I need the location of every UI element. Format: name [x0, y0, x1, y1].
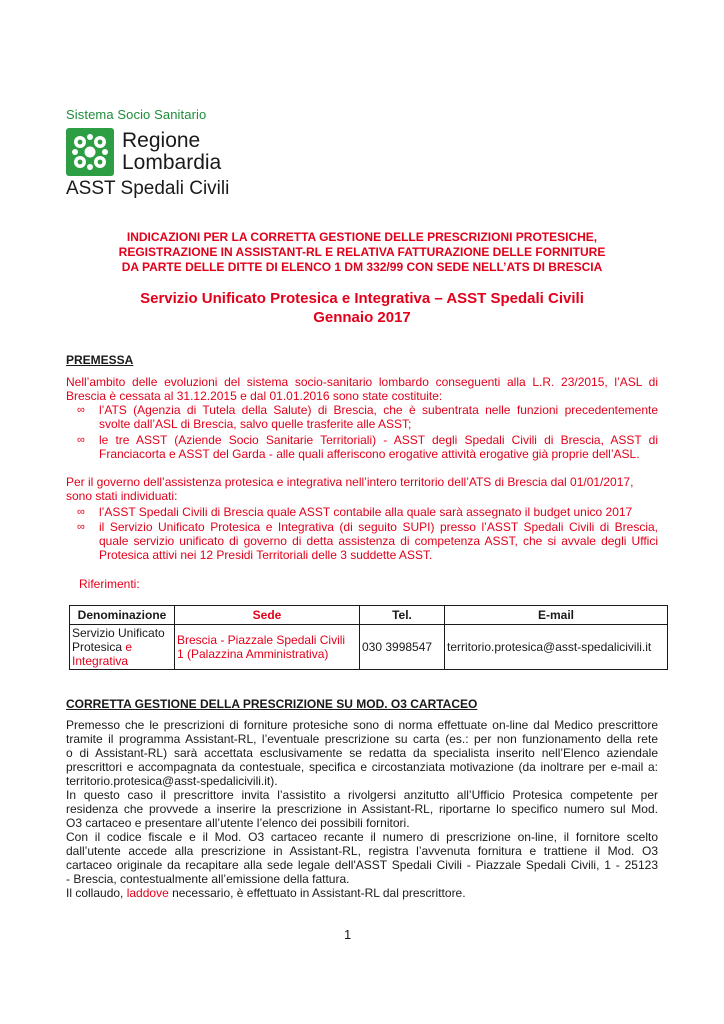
infinity-bullet-icon: ∞ [77, 404, 85, 416]
table-header-row [70, 606, 668, 625]
section-title-mod-o3: CORRETTA GESTIONE DELLA PRESCRIZIONE SU MOD. O3 CARTACEO [66, 697, 478, 711]
page-number: 1 [344, 927, 352, 942]
document-heading: INDICAZIONI PER LA CORRETTA GESTIONE DELLE PRESCRIZIONI PROTESICHE, REGISTRAZIONE IN ASSISTANT-RL E RELATIVA FATTURAZIONE DELLE FORNITURE DA PARTE DELLE DITTE DI ELENCO 1 DM 332/99 CON SEDE NELL’ATS DI BRESCIA [118, 230, 606, 274]
regione-lombardia-wordmark: Regione Lombardia [122, 129, 222, 174]
regione-lombardia-logo-icon [66, 128, 114, 176]
reference-table [69, 605, 668, 670]
table-row [70, 625, 668, 670]
column-header: Denominazione [70, 606, 175, 625]
sistema-socio-sanitario-label: Sistema Socio Sanitario [66, 107, 207, 122]
column-header: E-mail [445, 606, 668, 625]
infinity-bullet-icon: ∞ [77, 434, 85, 446]
cell-sede: Brescia - Piazzale Spedali Civili 1 (Palazzina Amministrativa) [175, 625, 360, 670]
column-header: Sede [175, 606, 360, 625]
cell-email[interactable]: territorio.protesica@asst-spedalicivili.it [445, 625, 668, 670]
infinity-bullet-icon: ∞ [77, 506, 85, 518]
list-item: ∞ l’ASST Spedali Civili di Brescia quale ASST contabile alla quale sarà assegnato il budget unico 2017 [77, 505, 633, 519]
cell-denominazione: Servizio Unificato Protesica e Integrativa [70, 625, 175, 670]
asst-spedali-civili-wordmark: ASST Spedali Civili [66, 178, 230, 199]
collaudo-line: Il collaudo, laddove necessario, è effettuato in Assistant-RL dal prescrittore. [66, 886, 466, 900]
cell-tel: 030 3998547 [360, 625, 445, 670]
list-item: ∞ l’ATS (Agenzia di Tutela della Salute) di Brescia, che è subentrata nelle funzioni precedentemente svolte dall’ASL di Brescia, salvo quelle trasferite alle ASST; [77, 403, 658, 431]
riferimenti-label: Riferimenti: [79, 577, 140, 591]
premessa-intro-2: Per il governo dell’assistenza protesica e integrativa nell’intero territorio dell’ATS di Brescia dal 01/01/2017, sono stati individuati: [66, 475, 634, 503]
list-item: ∞ il Servizio Unificato Protesica e Integrativa (di seguito SUPI) presso l’ASST Spedali Civili di Brescia, quale servizio unificato di governo di detta assistenza di competenza ASST, che si avvale degli Uffici Protesica attivi nei 12 Presidi Territoriali delle 3 suddette ASST. [77, 520, 658, 562]
infinity-bullet-icon: ∞ [77, 521, 85, 533]
document-subtitle: Servizio Unificato Protesica e Integrativa – ASST Spedali Civili Gennaio 2017 [140, 290, 584, 326]
premessa-title: PREMESSA [66, 353, 134, 367]
section-body: Premesso che le prescrizioni di forniture protesiche sono di norma effettuate on-line dal Medico prescrittore tramite il programma Assistant-RL, l’eventuale prescrizione su carta (es.: per non funzionamento della rete o di Assistant-RL) sarà accettata esclusivamente se redatta da specialista inserito nell’Elenco aziendale prescrittori e accompagnata da contestuale, specifica e circostanziata motivazione (da inoltrare per e-mail a: territorio.protesica@asst-spedalicivili.it). In questo caso il prescrittore invita l’assistito a rivolgersi anzitutto all’Ufficio Protesica competente per residenza che provvede a inserire la prescrizione in Assistant-RL, riportarne lo specifico numero sul Mod. O3 cartaceo e presentare all’utente l’elenco dei possibili fornitori. Con il codice fiscale e il Mod. O3 cartaceo recante il numero di prescrizione on-line, il fornitore scelto dall’utente accede alla prescrizione in Assistant-RL, registra l’avvenuta fornitura e trattiene il Mod. O3 cartaceo originale da recapitare alla sede legale dell'ASST Spedali Civili - Piazzale Spedali Civili, 1 - 25123 - Brescia, contestualmente all’emissione della fattura. Il collaudo, laddove necessario, è effettuato in Assistant-RL dal prescrittore. [66, 718, 658, 900]
column-header: Tel. [360, 606, 445, 625]
list-item: ∞ le tre ASST (Aziende Socio Sanitarie Territoriali) - ASST degli Spedali Civili di Brescia, ASST di Franciacorta e ASST del Garda - alle quali afferiscono erogative attività erogative già proprie dell’ASL. [77, 433, 658, 461]
premessa-intro: Nell’ambito delle evoluzioni del sistema socio-sanitario lombardo conseguenti alla L.R. 23/2015, l’ASL di Brescia è cessata al 31.12.2015 e dal 01.01.2016 sono state costituite: [66, 375, 658, 403]
